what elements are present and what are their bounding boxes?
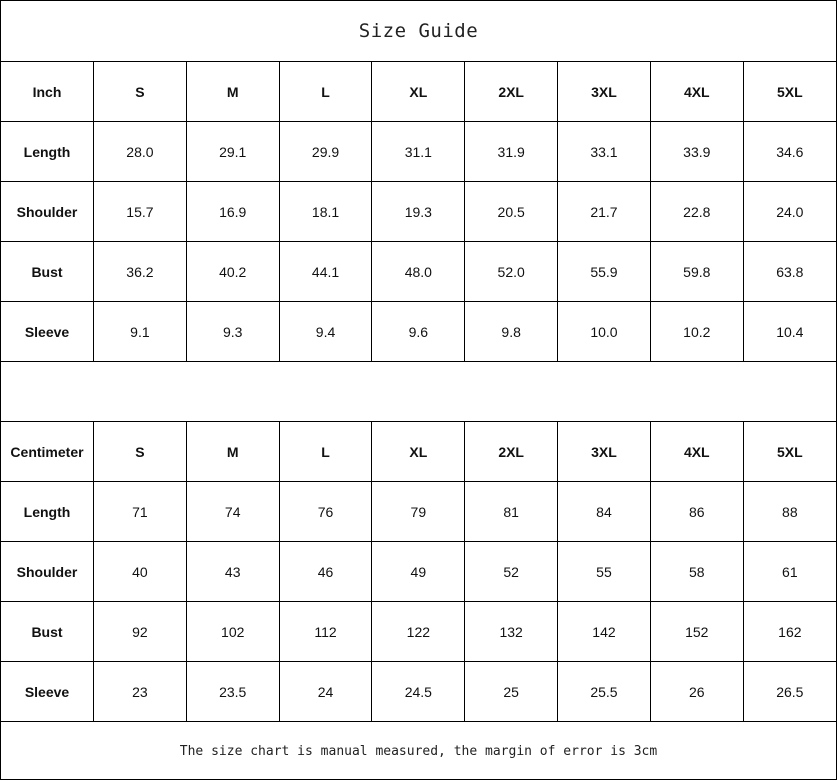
table-cell: 24 [279, 662, 372, 722]
size-header-3xl: 3XL [558, 422, 651, 482]
table-cell: 26 [650, 662, 743, 722]
table-cell: 10.4 [743, 302, 836, 362]
centimeter-size-table [1, 422, 836, 722]
size-header-2xl: 2XL [465, 422, 558, 482]
table-cell: 9.1 [94, 302, 187, 362]
table-cell: 74 [186, 482, 279, 542]
table-row [1, 242, 836, 302]
measurement-disclaimer: The size chart is manual measured, the margin of error is 3cm [179, 743, 658, 759]
size-header-3xl: 3XL [558, 62, 651, 122]
table-row [1, 602, 836, 662]
table-cell: 18.1 [279, 182, 372, 242]
table-cell: 10.0 [558, 302, 651, 362]
table-cell: 9.6 [372, 302, 465, 362]
table-row [1, 302, 836, 362]
table-cell: 86 [650, 482, 743, 542]
table-cell: 71 [94, 482, 187, 542]
table-cell: 92 [94, 602, 187, 662]
table-cell: 25.5 [558, 662, 651, 722]
size-header-xl: XL [372, 62, 465, 122]
size-guide-title: Size Guide [1, 1, 836, 62]
table-cell: 152 [650, 602, 743, 662]
table-cell: 63.8 [743, 242, 836, 302]
size-header-m: M [186, 62, 279, 122]
size-header-l: L [279, 62, 372, 122]
size-header-5xl: 5XL [743, 422, 836, 482]
table-cell: 79 [372, 482, 465, 542]
table-cell: 22.8 [650, 182, 743, 242]
table-cell: 112 [279, 602, 372, 662]
table-cell: 34.6 [743, 122, 836, 182]
size-header-4xl: 4XL [650, 62, 743, 122]
table-cell: 24.5 [372, 662, 465, 722]
table-cell: 23 [94, 662, 187, 722]
table-cell: 58 [650, 542, 743, 602]
row-label-shoulder: Shoulder [1, 182, 94, 242]
table-cell: 36.2 [94, 242, 187, 302]
size-header-5xl: 5XL [743, 62, 836, 122]
table-cell: 43 [186, 542, 279, 602]
row-label-shoulder: Shoulder [1, 542, 94, 602]
table-cell: 102 [186, 602, 279, 662]
row-label-length: Length [1, 482, 94, 542]
table-cell: 44.1 [279, 242, 372, 302]
table-cell: 24.0 [743, 182, 836, 242]
size-header-s: S [94, 62, 187, 122]
table-cell: 122 [372, 602, 465, 662]
table-cell: 19.3 [372, 182, 465, 242]
table-row [1, 542, 836, 602]
table-cell: 28.0 [94, 122, 187, 182]
row-label-length: Length [1, 122, 94, 182]
table-cell: 10.2 [650, 302, 743, 362]
size-header-xl: XL [372, 422, 465, 482]
table-separator [1, 362, 836, 422]
size-header-2xl: 2XL [465, 62, 558, 122]
table-row [1, 182, 836, 242]
table-cell: 33.9 [650, 122, 743, 182]
table-cell: 25 [465, 662, 558, 722]
table-cell: 20.5 [465, 182, 558, 242]
table-cell: 9.8 [465, 302, 558, 362]
table-row [1, 482, 836, 542]
table-cell: 33.1 [558, 122, 651, 182]
inch-unit-label: Inch [1, 62, 94, 122]
table-cell: 40.2 [186, 242, 279, 302]
table-cell: 55.9 [558, 242, 651, 302]
size-header-s: S [94, 422, 187, 482]
row-label-sleeve: Sleeve [1, 662, 94, 722]
inch-size-table [1, 62, 836, 362]
table-cell: 26.5 [743, 662, 836, 722]
table-cell: 31.9 [465, 122, 558, 182]
table-cell: 52.0 [465, 242, 558, 302]
table-row [1, 662, 836, 722]
size-header-m: M [186, 422, 279, 482]
table-cell: 9.3 [186, 302, 279, 362]
table-cell: 16.9 [186, 182, 279, 242]
table-cell: 81 [465, 482, 558, 542]
table-cell: 52 [465, 542, 558, 602]
table-row [1, 122, 836, 182]
table-cell: 49 [372, 542, 465, 602]
table-cell: 88 [743, 482, 836, 542]
table-cell: 46 [279, 542, 372, 602]
table-cell: 48.0 [372, 242, 465, 302]
cm-unit-label: Centimeter [1, 422, 94, 482]
table-cell: 21.7 [558, 182, 651, 242]
size-header-l: L [279, 422, 372, 482]
table-cell: 59.8 [650, 242, 743, 302]
row-label-bust: Bust [1, 602, 94, 662]
table-cell: 15.7 [94, 182, 187, 242]
table-cell: 84 [558, 482, 651, 542]
inch-header-row [1, 62, 836, 122]
row-label-sleeve: Sleeve [1, 302, 94, 362]
table-cell: 61 [743, 542, 836, 602]
table-cell: 76 [279, 482, 372, 542]
size-header-4xl: 4XL [650, 422, 743, 482]
table-cell: 23.5 [186, 662, 279, 722]
row-label-bust: Bust [1, 242, 94, 302]
table-cell: 55 [558, 542, 651, 602]
table-cell: 9.4 [279, 302, 372, 362]
table-cell: 162 [743, 602, 836, 662]
table-cell: 142 [558, 602, 651, 662]
table-cell: 29.1 [186, 122, 279, 182]
table-cell: 29.9 [279, 122, 372, 182]
table-cell: 40 [94, 542, 187, 602]
table-cell: 31.1 [372, 122, 465, 182]
cm-header-row [1, 422, 836, 482]
table-cell: 132 [465, 602, 558, 662]
